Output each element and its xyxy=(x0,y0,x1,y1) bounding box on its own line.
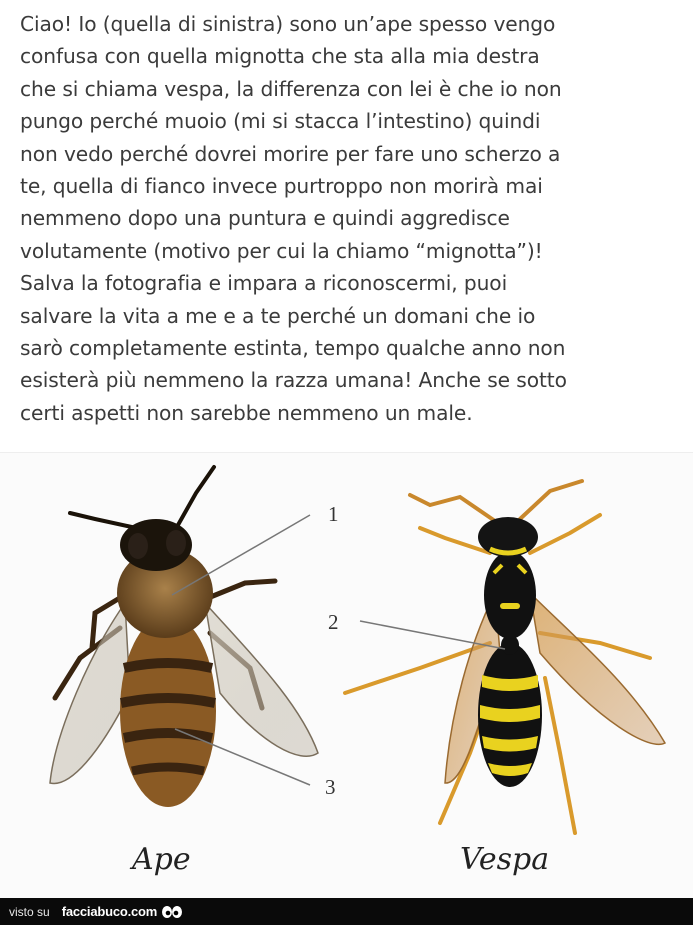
bee-figure xyxy=(50,467,318,807)
label-3: 3 xyxy=(325,775,336,799)
eyes-icon xyxy=(161,905,183,919)
post-text: Ciao! Io (quella di sinistra) sono un’ape spesso vengo confusa con quella mignotta che sta alla mia destra che si chiama vespa, la differenza con lei è che io non pungo perché muoio (mi si stacca l’intestino) quindi non vedo perché dovrei morire per fare uno scherzo a te, quella di fianco invece purtroppo non morirà mai nemmeno dopo una puntura e quindi aggredisce volutamente (motivo per cui la chiamo “mignotta”)! Salva la fotografia e impara a riconoscermi, puoi salvare la vita a me e a te perché un domani che io sarò completamente estinta, tempo qualche anno non esisterà più nemmeno la razza umana! Anche se sotto certi aspetti non sarebbe nemmeno un male. xyxy=(20,12,567,425)
label-1: 1 xyxy=(328,502,339,526)
label-2: 2 xyxy=(328,610,339,634)
footer-prefix: visto su xyxy=(9,904,50,919)
caption-ape: Ape xyxy=(132,842,191,877)
footer-brand[interactable]: facciabuco.com xyxy=(61,904,158,919)
insect-illustration xyxy=(0,453,693,899)
wasp-figure xyxy=(345,481,665,833)
watermark-footer xyxy=(0,898,693,925)
bee-vs-wasp-photo xyxy=(0,452,693,899)
caption-vespa: Vespa xyxy=(460,842,550,877)
